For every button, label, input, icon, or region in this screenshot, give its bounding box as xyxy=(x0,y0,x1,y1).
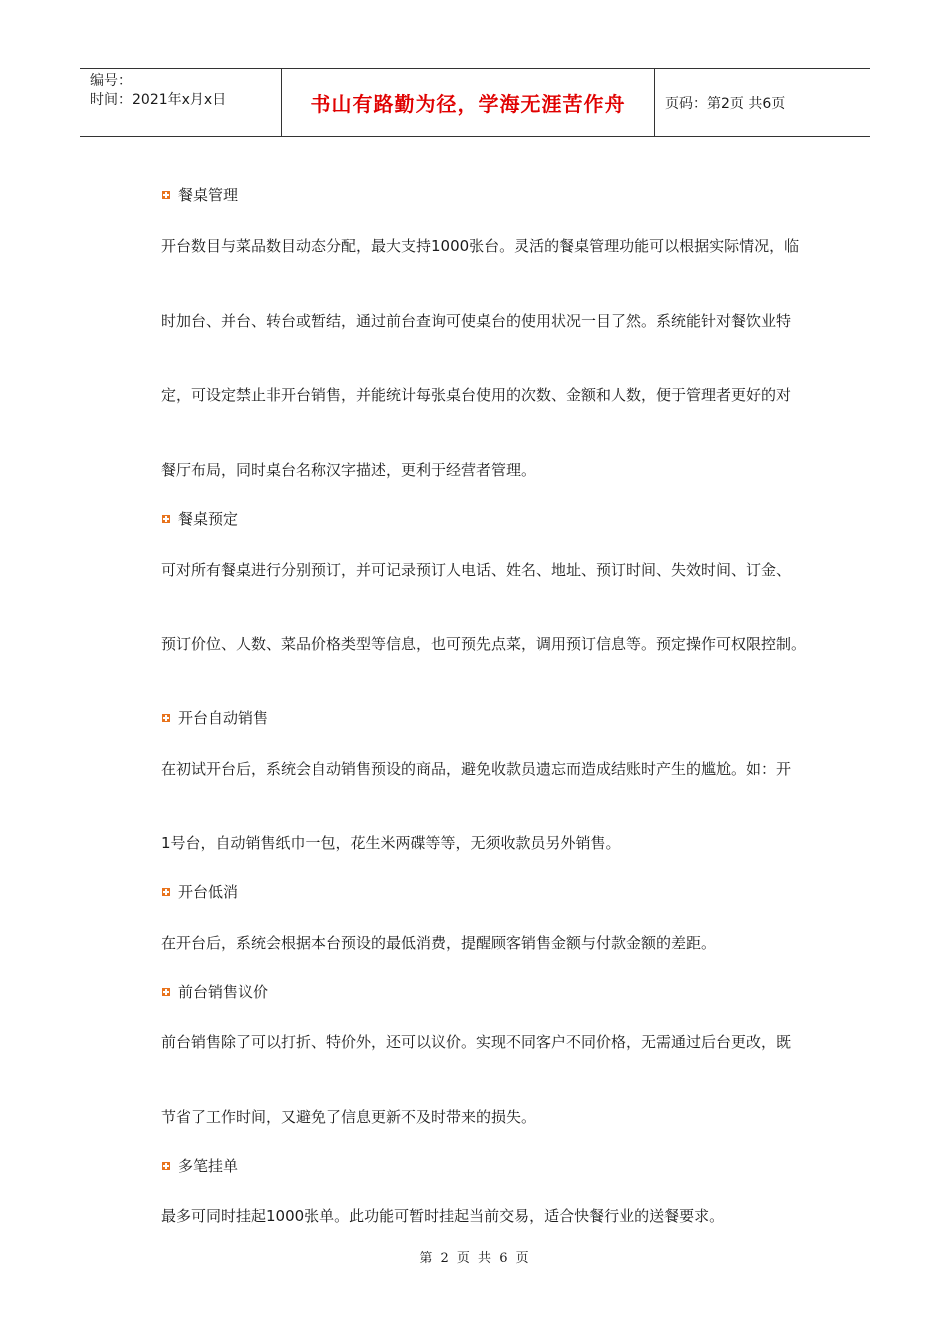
page-footer: 第 2 页 共 6 页 xyxy=(419,1251,531,1266)
plus-bullet-icon xyxy=(162,1162,170,1170)
paragraph: 节省了工作时间，又避免了信息更新不及时带来的损失。 xyxy=(161,1108,537,1126)
serial-label: 编号： xyxy=(90,73,132,89)
page-info: 页码：第2页 共6页 xyxy=(665,95,786,112)
header-meta-cell xyxy=(80,69,282,136)
section-title: 餐桌管理 xyxy=(178,186,239,204)
paragraph: 开台数目与菜品数目动态分配，最大支持1000张台。灵活的餐桌管理功能可以根据实际情况，临 xyxy=(161,237,800,255)
plus-bullet-icon xyxy=(162,714,170,722)
plus-bullet-icon xyxy=(162,191,170,199)
paragraph: 时加台、并台、转台或暂结，通过前台查询可使桌台的使用状况一目了然。系统能针对餐饮业特 xyxy=(161,312,792,330)
section-heading xyxy=(162,882,238,902)
paragraph: 定，可设定禁止非开台销售，并能统计每张桌台使用的次数、金额和人数，便于管理者更好的对 xyxy=(161,386,792,404)
section-heading xyxy=(162,185,238,205)
paragraph: 在初试开台后，系统会自动销售预设的商品，避免收款员遗忘而造成结账时产生的尴尬。如：开 xyxy=(161,760,792,778)
plus-bullet-icon xyxy=(162,988,170,996)
section-title: 开台自动销售 xyxy=(178,709,269,727)
paragraph: 最多可同时挂起1000张单。此功能可暂时挂起当前交易，适合快餐行业的送餐要求。 xyxy=(161,1207,725,1225)
section-heading xyxy=(162,708,268,728)
paragraph: 可对所有餐桌进行分别预订，并可记录预订人电话、姓名、地址、预订时间、失效时间、订金、 xyxy=(161,561,792,579)
header-slogan-cell xyxy=(282,69,655,136)
section-title: 餐桌预定 xyxy=(178,510,239,528)
paragraph: 1号台，自动销售纸巾一包，花生米两碟等等，无须收款员另外销售。 xyxy=(161,834,621,852)
section-title: 多笔挂单 xyxy=(178,1157,239,1175)
section-heading xyxy=(162,982,268,1002)
paragraph: 餐厅布局，同时桌台名称汉字描述，更利于经营者管理。 xyxy=(161,461,537,479)
date-label: 时间：2021年x月x日 xyxy=(90,92,227,108)
plus-bullet-icon xyxy=(162,888,170,896)
slogan: 书山有路勤为径，学海无涯苦作舟 xyxy=(310,92,626,116)
header-page-cell xyxy=(655,69,870,136)
section-heading xyxy=(162,1156,238,1176)
paragraph: 在开台后，系统会根据本台预设的最低消费，提醒顾客销售金额与付款金额的差距。 xyxy=(161,934,717,952)
page-header xyxy=(80,68,870,137)
paragraph: 预订价位、人数、菜品价格类型等信息，也可预先点菜，调用预订信息等。预定操作可权限控制。 xyxy=(161,635,807,653)
section-title: 前台销售议价 xyxy=(178,983,269,1001)
paragraph: 前台销售除了可以打折、特价外，还可以议价。实现不同客户不同价格，无需通过后台更改，既 xyxy=(161,1033,792,1051)
section-title: 开台低消 xyxy=(178,883,239,901)
section-heading xyxy=(162,509,238,529)
plus-bullet-icon xyxy=(162,515,170,523)
